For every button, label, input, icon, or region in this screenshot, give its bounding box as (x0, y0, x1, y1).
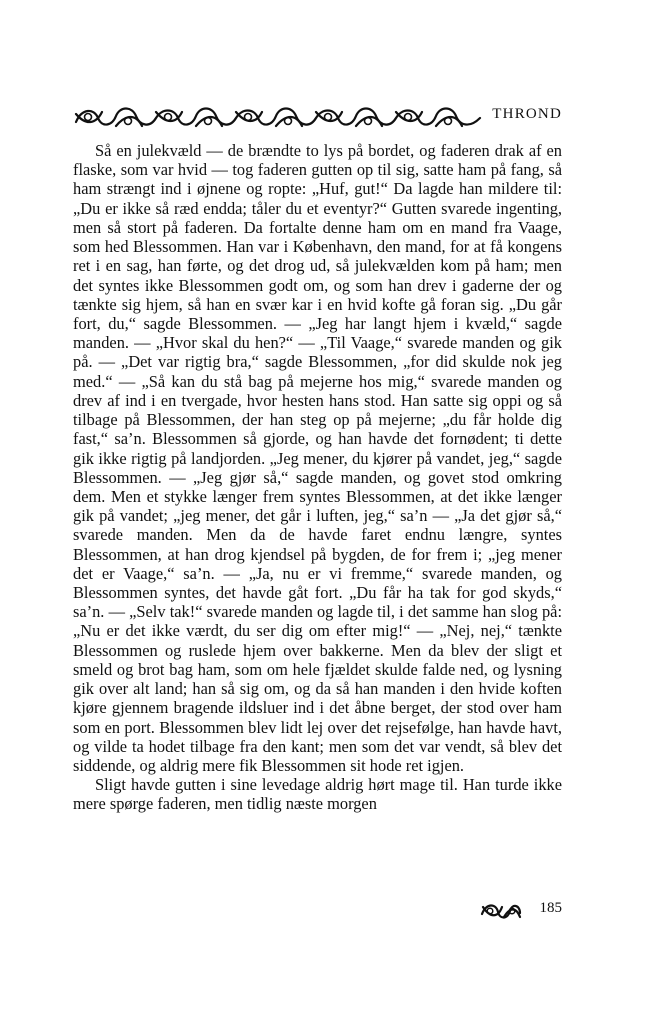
paragraph: Sligt havde gutten i sine levedage aldrig hørt mage til. Han turde ikke mere spørge faderen, men tidlig næste morgen (73, 775, 562, 814)
paragraph: Så en julekvæld — de brændte to lys på bordet, og faderen drak af en flaske, som var hvid — tog faderen gutten op til sig, satte ham på fang, så ham strængt ind i øjnene og ropte: „Huf, gut!“ Da lagde han mildere til: „Du er ikke så ræd endda; tåler du et eventyr?“ Gutten svarede ingenting, men så stort på faderen. Da fortalte denne ham om en mand fra Vaage, som hed Blessommen. Han var i København, den mand, for at få kongens ret i en sag, han førte, og det drog ud, så julekvælden kom på ham; men det syntes ikke Blessommen godt om, og som han drev i gaderne der og tænkte sig hjem, så han en svær kar i en hvid kofte gå foran sig. „Du går fort, du,“ sagde Blessommen. — „Jeg har langt hjem i kvæld,“ sagde manden. — „Hvor skal du hen?“ — „Til Vaage,“ svarede manden og gik på. — „Det var rigtig bra,“ sagde Blessommen, „for did skulde nok jeg med.“ — „Så kan du stå bag på mejerne hos mig,“ svarede manden og drev af ind i en tvergade, hvor hesten hans stod. Han satte sig oppi og så tilbage på Blessommen, der han steg op på mejerne; „du får holde dig fast,“ sa’n. Blessommen så gjorde, og han havde det fornødent; ti dette gik ikke rigtig på landjorden. „Jeg mener, du kjører på vandet, jeg,“ sagde Blessommen. — „Jeg gjør så,“ sagde manden, og govet stod omkring dem. Men et stykke længer frem syntes Blessommen, at det ikke længer gik på vandet; „jeg mener, det går i luften, jeg,“ sa’n — „Ja det gjør så,“ svarede manden. Men da de havde faret endnu længre, syntes Blessommen, at han drog kjendsel på bygden, de for frem i; „jeg mener det er Vaage,“ sa’n. — „Ja, nu er vi fremme,“ svarede manden, og Blessommen syntes, det havde gåt fort. „Du får ha tak for god skyds,“ sa’n. — „Selv tak!“ svarede manden og lagde til, i det samme han slog på: „Nu er det ikke værdt, du ser dig om efter mig!“ — „Nej, nej,“ tænkte Blessommen og ruslede hjem over bakkerne. Men da blev der sligt et smeld og brot bag ham, som om hele fjældet skulde falde ned, og lysning gik over alt land; han så sig om, og da så han manden i den hvide koften kjøre gjennem bragende ildsluer ind i det åbne berget, der stod over ham som en port. Blessommen blev lidt lej over det rejsefølge, han havde havt, og vilde ta hodet tilbage fra den kant; men som det var vendt, så blev det siddende, og aldrig mere fik Blessommen sit hode ret igjen. (73, 141, 562, 775)
page-number: 185 (539, 900, 562, 916)
scroll-ornament-icon (480, 899, 522, 921)
running-header (72, 100, 562, 134)
page-body (73, 141, 562, 814)
running-title: THROND (492, 106, 562, 122)
scroll-vine-ornament-icon (72, 102, 484, 132)
